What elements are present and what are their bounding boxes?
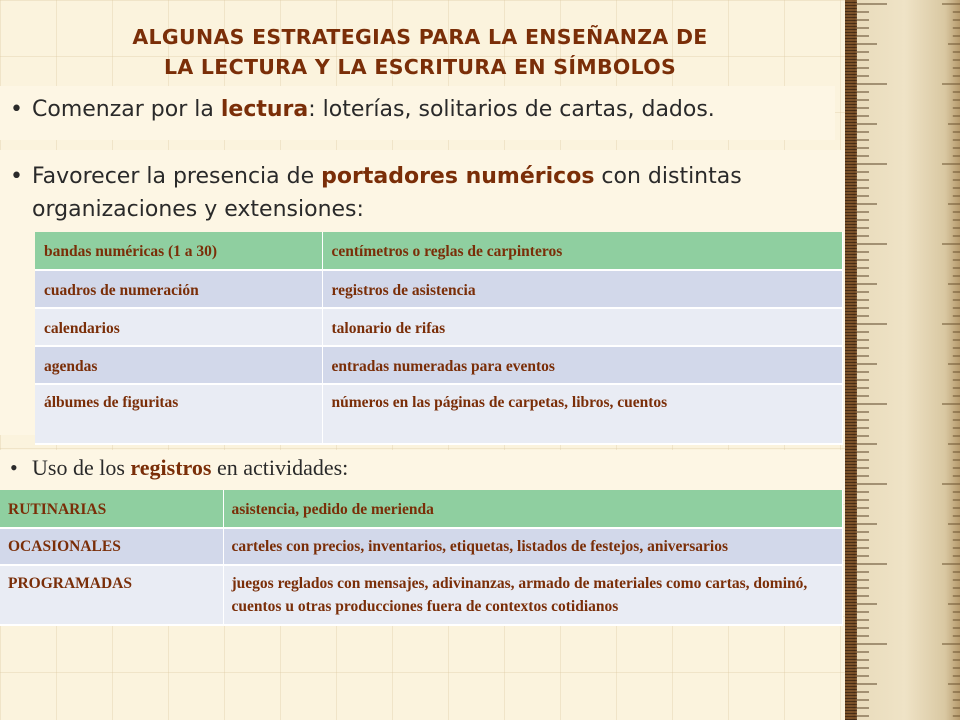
slide-title [40, 22, 800, 82]
ruler-ticks [857, 0, 960, 720]
table-cell: registros de asistencia [322, 270, 843, 308]
table-cell: OCASIONALES [0, 528, 223, 565]
bullet-dot: • [10, 455, 18, 480]
bullet-dot: • [10, 97, 23, 122]
table-registros [0, 490, 843, 626]
bullet-dot: • [10, 164, 23, 189]
title-line-2: LA LECTURA Y LA ESCRITURA EN SÍMBOLOS [163, 55, 677, 79]
table-cell: bandas numéricas (1 a 30) [35, 232, 322, 270]
table-row [35, 232, 843, 270]
table-portadores [35, 232, 843, 445]
table-cell: entradas numeradas para eventos [322, 346, 843, 384]
bold-registros: registros [130, 455, 212, 480]
table-row [0, 490, 843, 528]
table-cell: PROGRAMADAS [0, 565, 223, 625]
table-row [0, 565, 843, 625]
table-cell: juegos reglados con mensajes, adivinanzas, armado de materiales como cartas, dominó, cuentos u otras producciones fuera de contextos cotidianos [223, 565, 843, 625]
bullet-registros: • Uso de los registros en actividades: [10, 452, 845, 490]
table-cell: agendas [35, 346, 322, 384]
table-cell: RUTINARIAS [0, 490, 223, 528]
bold-lectura: lectura [220, 97, 309, 122]
table-row [35, 346, 843, 384]
table-row [35, 308, 843, 346]
table-row [0, 528, 843, 565]
table-cell: calendarios [35, 308, 322, 346]
table-cell: centímetros o reglas de carpinteros [322, 232, 843, 270]
table-row [35, 270, 843, 308]
bullet-portadores: • Favorecer la presencia de portadores numéricos con distintas organizaciones y extensiones: [10, 160, 840, 226]
table-cell: álbumes de figuritas [35, 384, 322, 444]
table-cell: carteles con precios, inventarios, etiquetas, listados de festejos, aniversarios [223, 528, 843, 565]
ruler-decoration [845, 0, 960, 720]
table-cell: talonario de rifas [322, 308, 843, 346]
title-line-1: ALGUNAS ESTRATEGIAS PARA LA ENSEÑANZA DE [132, 25, 708, 49]
table-cell: cuadros de numeración [35, 270, 322, 308]
table-row [35, 384, 843, 444]
bold-portadores: portadores numéricos [321, 164, 595, 189]
table-cell: asistencia, pedido de merienda [223, 490, 843, 528]
bullet-lectura: • Comenzar por la lectura: loterías, solitarios de cartas, dados. [10, 97, 715, 122]
table-cell: números en las páginas de carpetas, libros, cuentos [322, 384, 843, 444]
